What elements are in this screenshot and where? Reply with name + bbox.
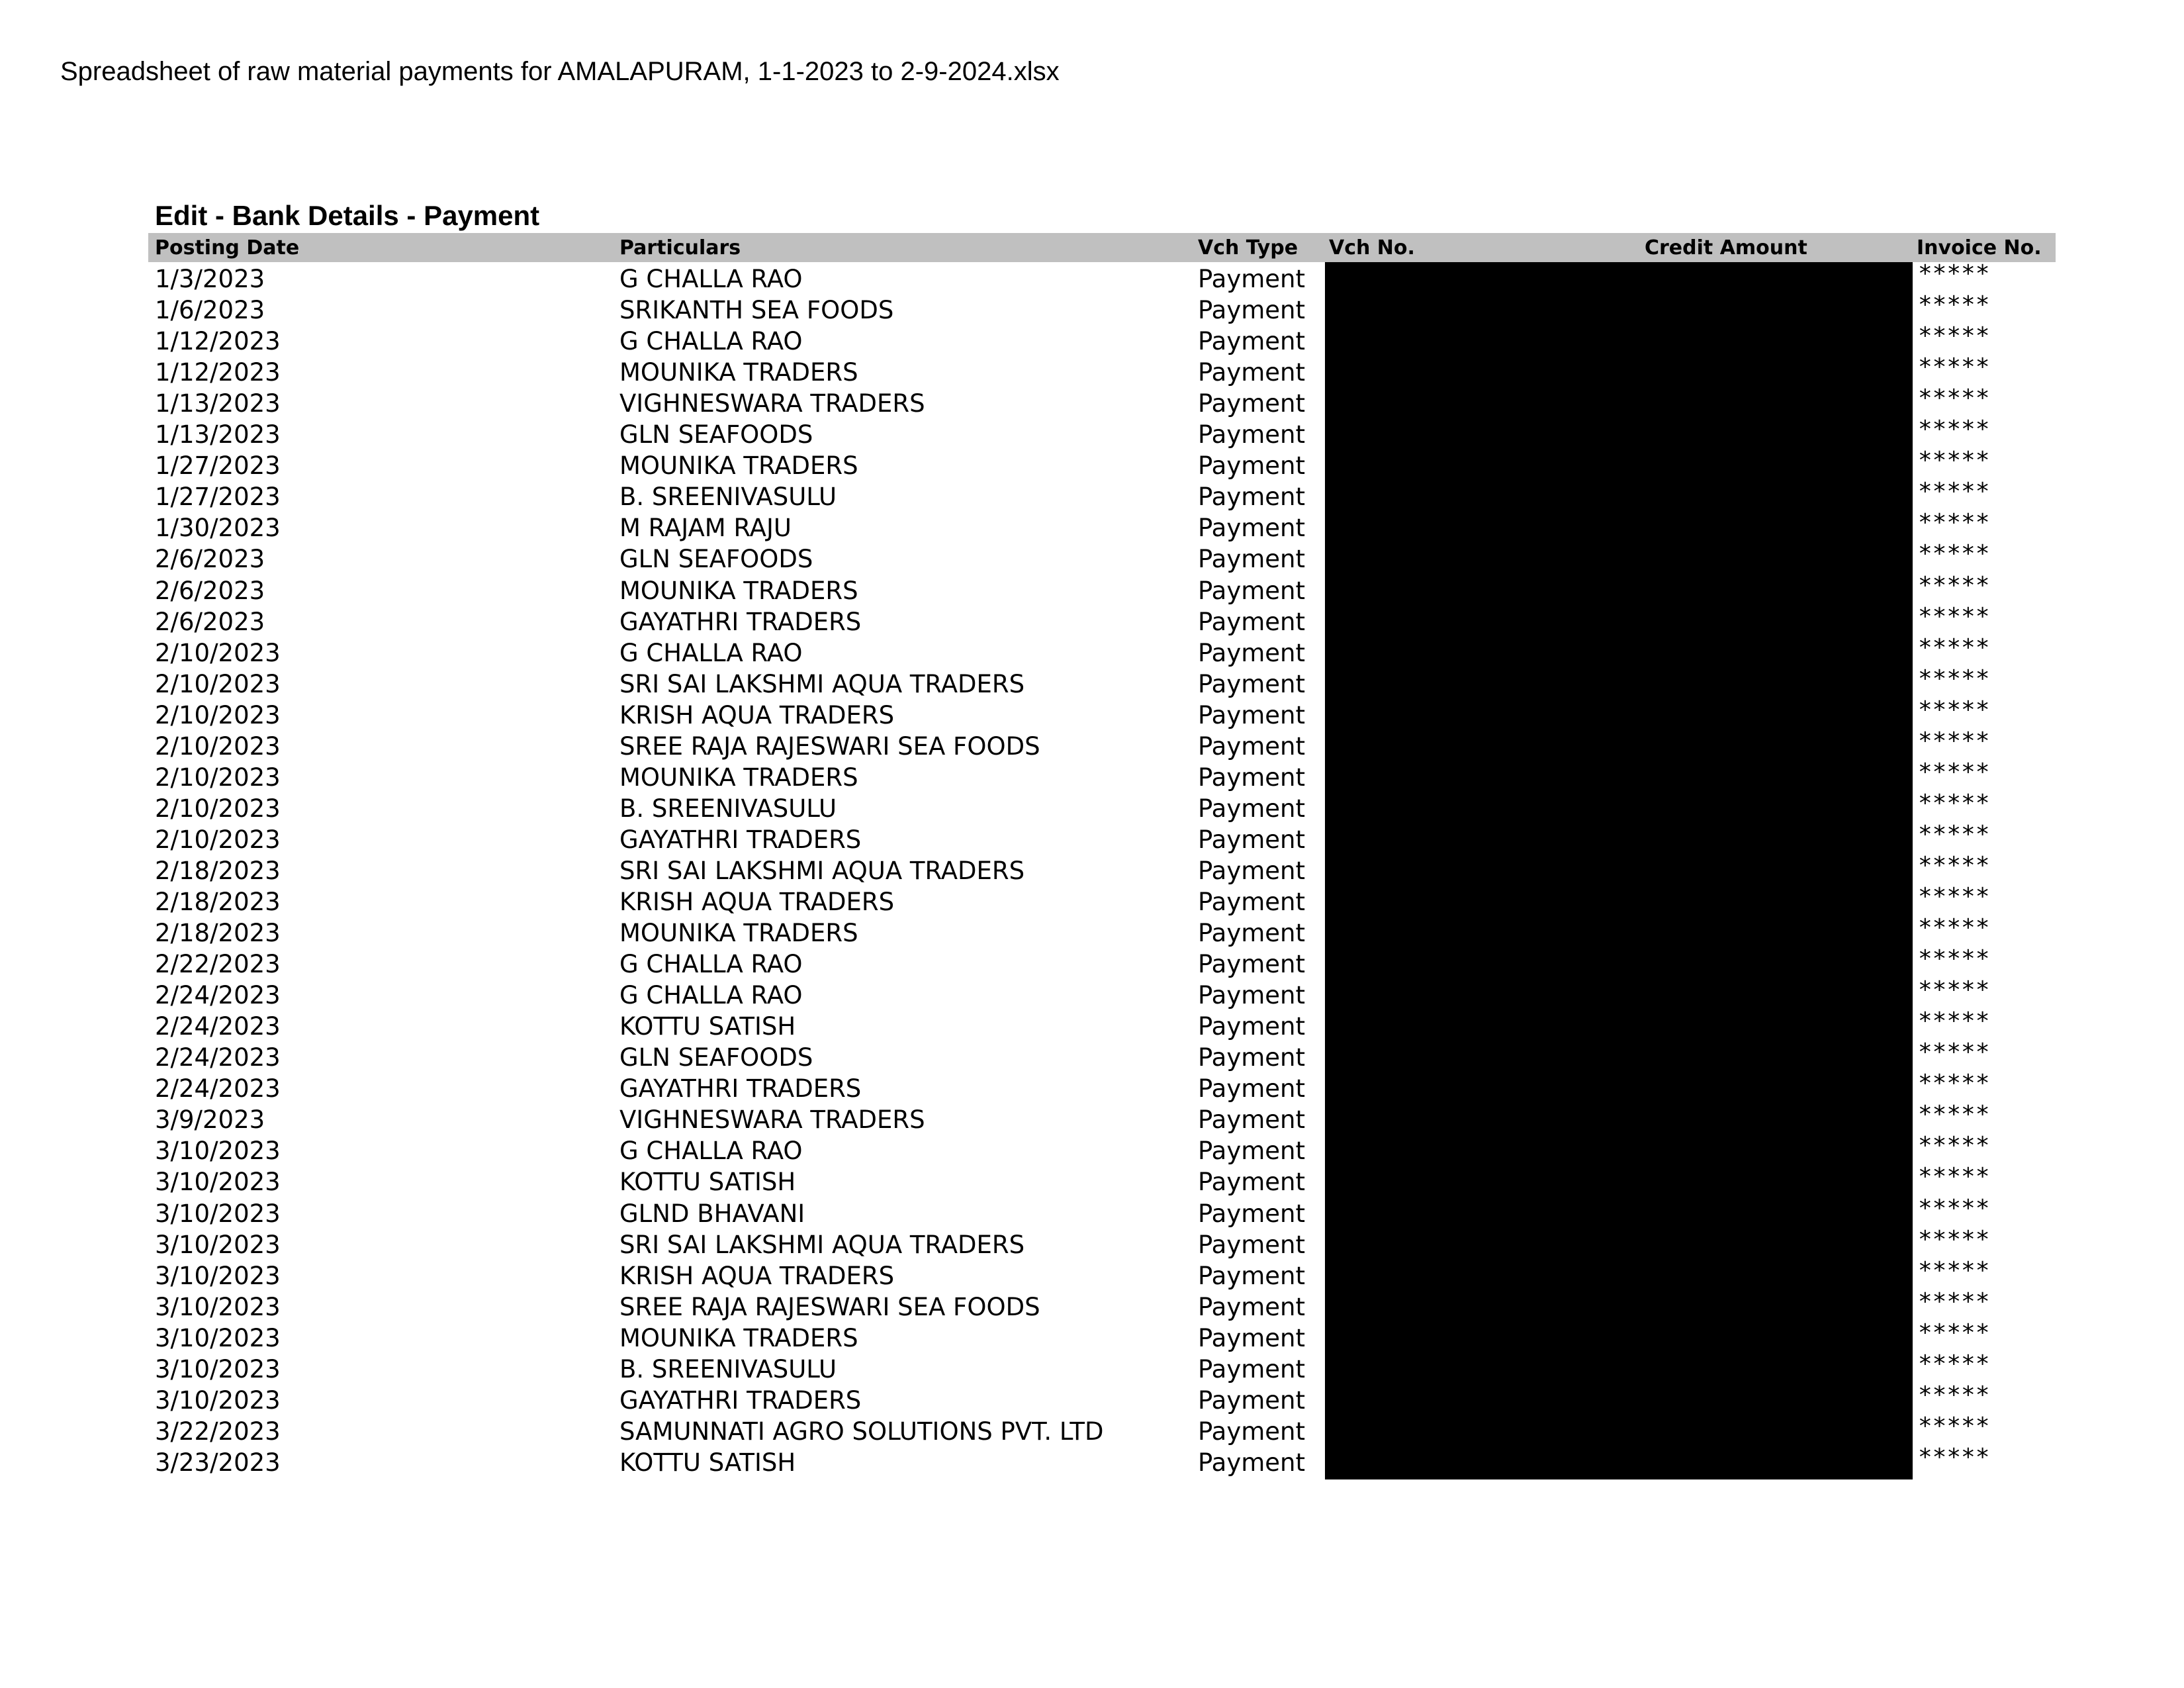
posting-date-cell: 2/10/2023 <box>155 731 281 761</box>
posting-date-cell: 2/18/2023 <box>155 919 281 948</box>
vch-type-cell: Payment <box>1198 420 1305 449</box>
posting-date-cell: 2/24/2023 <box>155 1074 281 1103</box>
table-header <box>148 233 2056 262</box>
posting-date-cell: 3/10/2023 <box>155 1354 281 1383</box>
invoice-no-cell: ***** <box>1918 1101 1990 1129</box>
invoice-no-cell: ***** <box>1918 1163 1990 1191</box>
vch-type-cell: Payment <box>1198 700 1305 729</box>
particulars-cell: KOTTU SATISH <box>619 1012 796 1041</box>
invoice-no-cell: ***** <box>1918 571 1990 599</box>
invoice-no-cell: ***** <box>1918 1132 1990 1160</box>
invoice-no-cell: ***** <box>1918 820 1990 848</box>
posting-date-cell: 2/18/2023 <box>155 856 281 885</box>
vch-type-cell: Payment <box>1198 669 1305 698</box>
posting-date-cell: 3/10/2023 <box>155 1261 281 1290</box>
vch-type-cell: Payment <box>1198 1261 1305 1290</box>
particulars-cell: B. SREENIVASULU <box>619 483 837 512</box>
particulars-cell: G CHALLA RAO <box>619 265 803 293</box>
invoice-no-cell: ***** <box>1918 883 1990 910</box>
vch-type-cell: Payment <box>1198 358 1305 387</box>
posting-date-cell: 3/10/2023 <box>155 1292 281 1321</box>
invoice-no-cell: ***** <box>1918 602 1990 630</box>
posting-date-cell: 1/12/2023 <box>155 327 281 356</box>
file-title: Spreadsheet of raw material payments for AMALAPURAM, 1-1-2023 to 2-9-2024.xlsx <box>60 57 1060 86</box>
vch-type-cell: Payment <box>1198 919 1305 948</box>
particulars-cell: GLND BHAVANI <box>619 1199 805 1228</box>
invoice-no-cell: ***** <box>1918 914 1990 942</box>
particulars-cell: G CHALLA RAO <box>619 638 803 667</box>
invoice-no-cell: ***** <box>1918 665 1990 692</box>
posting-date-cell: 3/10/2023 <box>155 1385 281 1415</box>
invoice-no-cell: ***** <box>1918 976 1990 1004</box>
particulars-cell: GAYATHRI TRADERS <box>619 1074 862 1103</box>
invoice-no-cell: ***** <box>1918 322 1990 350</box>
posting-date-cell: 1/13/2023 <box>155 389 281 418</box>
invoice-no-cell: ***** <box>1918 1381 1990 1409</box>
particulars-cell: SRI SAI LAKSHMI AQUA TRADERS <box>619 856 1025 885</box>
posting-date-cell: 2/6/2023 <box>155 545 265 574</box>
invoice-no-cell: ***** <box>1918 540 1990 568</box>
vch-type-cell: Payment <box>1198 825 1305 854</box>
particulars-cell: GAYATHRI TRADERS <box>619 607 862 636</box>
vch-type-cell: Payment <box>1198 1292 1305 1321</box>
particulars-cell: MOUNIKA TRADERS <box>619 919 858 948</box>
invoice-no-cell: ***** <box>1918 260 1990 287</box>
particulars-cell: B. SREENIVASULU <box>619 794 837 823</box>
vch-type-cell: Payment <box>1198 1385 1305 1415</box>
invoice-no-cell: ***** <box>1918 1256 1990 1284</box>
vch-type-cell: Payment <box>1198 1230 1305 1259</box>
invoice-no-cell: ***** <box>1918 758 1990 786</box>
invoice-no-cell: ***** <box>1918 1225 1990 1253</box>
posting-date-cell: 1/3/2023 <box>155 265 265 293</box>
vch-type-cell: Payment <box>1198 514 1305 543</box>
vch-type-cell: Payment <box>1198 888 1305 916</box>
invoice-no-cell: ***** <box>1918 1039 1990 1066</box>
vch-type-cell: Payment <box>1198 1105 1305 1135</box>
posting-date-cell: 2/24/2023 <box>155 981 281 1010</box>
vch-type-cell: Payment <box>1198 576 1305 605</box>
particulars-cell: SRIKANTH SEA FOODS <box>619 296 894 325</box>
invoice-no-cell: ***** <box>1918 1070 1990 1098</box>
posting-date-cell: 3/10/2023 <box>155 1168 281 1197</box>
posting-date-cell: 1/6/2023 <box>155 296 265 325</box>
header-invoice-no: Invoice No. <box>1917 236 2042 259</box>
header-credit-amount: Credit Amount <box>1645 236 1807 259</box>
particulars-cell: MOUNIKA TRADERS <box>619 1323 858 1352</box>
redaction-block <box>1325 262 1913 1479</box>
vch-type-cell: Payment <box>1198 1074 1305 1103</box>
header-posting-date: Posting Date <box>155 236 300 259</box>
particulars-cell: KRISH AQUA TRADERS <box>619 1261 895 1290</box>
invoice-no-cell: ***** <box>1918 1350 1990 1378</box>
posting-date-cell: 2/24/2023 <box>155 1043 281 1072</box>
vch-type-cell: Payment <box>1198 327 1305 356</box>
posting-date-cell: 1/30/2023 <box>155 514 281 543</box>
particulars-cell: SAMUNNATI AGRO SOLUTIONS PVT. LTD <box>619 1417 1104 1446</box>
posting-date-cell: 2/6/2023 <box>155 607 265 636</box>
posting-date-cell: 2/10/2023 <box>155 763 281 792</box>
invoice-no-cell: ***** <box>1918 385 1990 412</box>
particulars-cell: KRISH AQUA TRADERS <box>619 888 895 916</box>
posting-date-cell: 3/10/2023 <box>155 1137 281 1166</box>
particulars-cell: GLN SEAFOODS <box>619 1043 813 1072</box>
posting-date-cell: 3/10/2023 <box>155 1323 281 1352</box>
vch-type-cell: Payment <box>1198 1417 1305 1446</box>
posting-date-cell: 3/9/2023 <box>155 1105 265 1135</box>
vch-type-cell: Payment <box>1198 389 1305 418</box>
vch-type-cell: Payment <box>1198 1448 1305 1477</box>
header-vch-no: Vch No. <box>1329 236 1415 259</box>
vch-type-cell: Payment <box>1198 265 1305 293</box>
posting-date-cell: 2/24/2023 <box>155 1012 281 1041</box>
vch-type-cell: Payment <box>1198 1354 1305 1383</box>
posting-date-cell: 3/22/2023 <box>155 1417 281 1446</box>
header-vch-type: Vch Type <box>1198 236 1298 259</box>
vch-type-cell: Payment <box>1198 763 1305 792</box>
posting-date-cell: 2/10/2023 <box>155 638 281 667</box>
invoice-no-cell: ***** <box>1918 1288 1990 1315</box>
invoice-no-cell: ***** <box>1918 447 1990 475</box>
particulars-cell: MOUNIKA TRADERS <box>619 763 858 792</box>
vch-type-cell: Payment <box>1198 1012 1305 1041</box>
particulars-cell: G CHALLA RAO <box>619 981 803 1010</box>
particulars-cell: SREE RAJA RAJESWARI SEA FOODS <box>619 731 1040 761</box>
particulars-cell: MOUNIKA TRADERS <box>619 358 858 387</box>
particulars-cell: KRISH AQUA TRADERS <box>619 700 895 729</box>
vch-type-cell: Payment <box>1198 1168 1305 1197</box>
invoice-no-cell: ***** <box>1918 1412 1990 1440</box>
vch-type-cell: Payment <box>1198 1323 1305 1352</box>
posting-date-cell: 3/23/2023 <box>155 1448 281 1477</box>
vch-type-cell: Payment <box>1198 1199 1305 1228</box>
particulars-cell: MOUNIKA TRADERS <box>619 451 858 481</box>
invoice-no-cell: ***** <box>1918 727 1990 755</box>
vch-type-cell: Payment <box>1198 950 1305 979</box>
particulars-cell: GAYATHRI TRADERS <box>619 1385 862 1415</box>
particulars-cell: VIGHNESWARA TRADERS <box>619 1105 925 1135</box>
vch-type-cell: Payment <box>1198 451 1305 481</box>
particulars-cell: G CHALLA RAO <box>619 327 803 356</box>
vch-type-cell: Payment <box>1198 483 1305 512</box>
particulars-cell: SREE RAJA RAJESWARI SEA FOODS <box>619 1292 1040 1321</box>
vch-type-cell: Payment <box>1198 981 1305 1010</box>
header-particulars: Particulars <box>619 236 741 259</box>
section-title: Edit - Bank Details - Payment <box>155 200 540 231</box>
particulars-cell: SRI SAI LAKSHMI AQUA TRADERS <box>619 1230 1025 1259</box>
invoice-no-cell: ***** <box>1918 1194 1990 1222</box>
invoice-no-cell: ***** <box>1918 1319 1990 1346</box>
invoice-no-cell: ***** <box>1918 416 1990 444</box>
vch-type-cell: Payment <box>1198 545 1305 574</box>
vch-type-cell: Payment <box>1198 794 1305 823</box>
vch-type-cell: Payment <box>1198 296 1305 325</box>
particulars-cell: GLN SEAFOODS <box>619 545 813 574</box>
posting-date-cell: 3/10/2023 <box>155 1199 281 1228</box>
vch-type-cell: Payment <box>1198 731 1305 761</box>
particulars-cell: KOTTU SATISH <box>619 1448 796 1477</box>
posting-date-cell: 2/6/2023 <box>155 576 265 605</box>
particulars-cell: B. SREENIVASULU <box>619 1354 837 1383</box>
vch-type-cell: Payment <box>1198 638 1305 667</box>
particulars-cell: G CHALLA RAO <box>619 1137 803 1166</box>
particulars-cell: G CHALLA RAO <box>619 950 803 979</box>
invoice-no-cell: ***** <box>1918 1008 1990 1035</box>
invoice-no-cell: ***** <box>1918 633 1990 661</box>
vch-type-cell: Payment <box>1198 856 1305 885</box>
particulars-cell: GLN SEAFOODS <box>619 420 813 449</box>
particulars-cell: M RAJAM RAJU <box>619 514 792 543</box>
invoice-no-cell: ***** <box>1918 945 1990 973</box>
posting-date-cell: 1/13/2023 <box>155 420 281 449</box>
invoice-no-cell: ***** <box>1918 789 1990 817</box>
posting-date-cell: 2/10/2023 <box>155 669 281 698</box>
invoice-no-cell: ***** <box>1918 353 1990 381</box>
invoice-no-cell: ***** <box>1918 1443 1990 1471</box>
posting-date-cell: 2/10/2023 <box>155 825 281 854</box>
invoice-no-cell: ***** <box>1918 478 1990 506</box>
posting-date-cell: 1/27/2023 <box>155 451 281 481</box>
posting-date-cell: 2/10/2023 <box>155 794 281 823</box>
posting-date-cell: 3/10/2023 <box>155 1230 281 1259</box>
posting-date-cell: 2/10/2023 <box>155 700 281 729</box>
particulars-cell: GAYATHRI TRADERS <box>619 825 862 854</box>
particulars-cell: KOTTU SATISH <box>619 1168 796 1197</box>
invoice-no-cell: ***** <box>1918 851 1990 879</box>
particulars-cell: SRI SAI LAKSHMI AQUA TRADERS <box>619 669 1025 698</box>
particulars-cell: VIGHNESWARA TRADERS <box>619 389 925 418</box>
posting-date-cell: 2/22/2023 <box>155 950 281 979</box>
invoice-no-cell: ***** <box>1918 291 1990 319</box>
vch-type-cell: Payment <box>1198 1043 1305 1072</box>
posting-date-cell: 2/18/2023 <box>155 888 281 916</box>
vch-type-cell: Payment <box>1198 607 1305 636</box>
particulars-cell: MOUNIKA TRADERS <box>619 576 858 605</box>
vch-type-cell: Payment <box>1198 1137 1305 1166</box>
invoice-no-cell: ***** <box>1918 509 1990 537</box>
invoice-no-cell: ***** <box>1918 696 1990 724</box>
posting-date-cell: 1/27/2023 <box>155 483 281 512</box>
posting-date-cell: 1/12/2023 <box>155 358 281 387</box>
